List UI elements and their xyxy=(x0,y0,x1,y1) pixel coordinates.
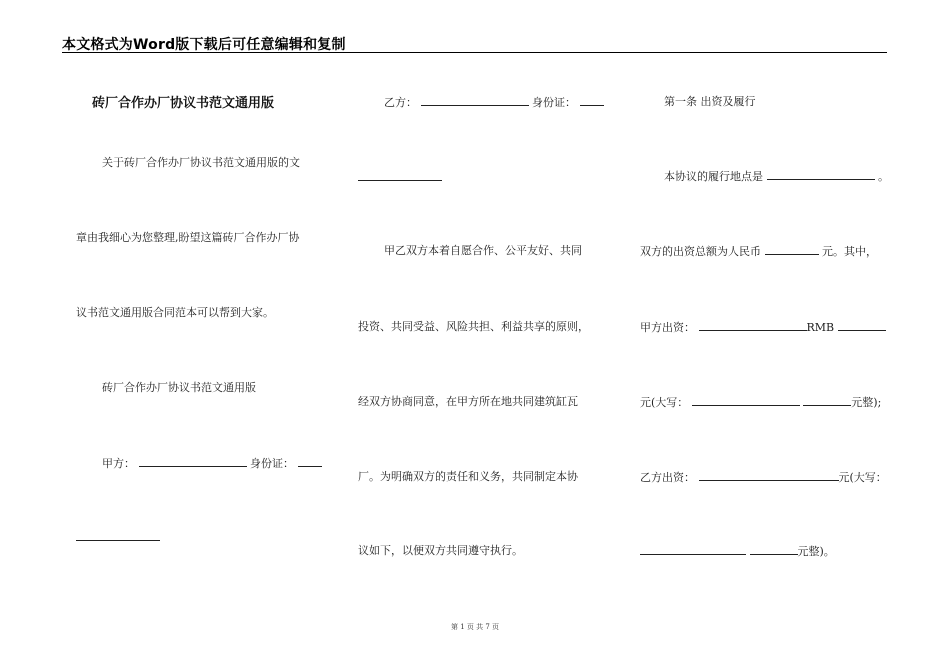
place-suffix: 。 xyxy=(878,170,889,183)
party-b-invest-blank xyxy=(699,468,839,481)
place-prefix: 本协议的履行地点是 xyxy=(664,170,763,183)
body-line-2: 投资、共同受益、风险共担、利益共享的原则， xyxy=(358,320,589,333)
party-a-id-label: 身份证： xyxy=(250,457,294,470)
intro-line-2: 章由我细心为您整理,盼望这篇砖厂合作办厂协 xyxy=(76,231,300,244)
party-b-id-blank-cont xyxy=(358,180,442,181)
header-divider xyxy=(62,52,887,53)
yuan-zheng-a: 元整); xyxy=(851,396,882,409)
total-line xyxy=(640,242,877,259)
daxie-a-blank-1 xyxy=(692,393,800,406)
daxie-b-blank-1 xyxy=(640,542,746,555)
document-title: 砖厂合作办厂协议书范文通用版 xyxy=(92,96,275,111)
party-b-invest-label: 乙方出资： xyxy=(640,471,695,484)
subtitle: 砖厂合作办厂协议书范文通用版 xyxy=(102,381,256,394)
yuan-daxie-b: 元(大写： xyxy=(838,471,887,484)
party-a-invest-blank xyxy=(699,318,807,331)
body-line-1: 甲乙双方本着自愿合作、公平友好、共同 xyxy=(384,244,582,257)
daxie-a-blank-2 xyxy=(803,393,851,406)
body-line-4: 厂。为明确双方的责任和义务，共同制定本协 xyxy=(358,470,578,483)
party-b-label: 乙方： xyxy=(384,96,417,109)
intro-line-1: 关于砖厂合作办厂协议书范文通用版的文 xyxy=(102,156,300,169)
total-prefix: 双方的出资总额为人民币 xyxy=(640,245,761,258)
total-suffix: 元。其中， xyxy=(822,245,877,258)
body-line-5: 议如下，以便双方共同遵守执行。 xyxy=(358,544,523,557)
daxie-b-blank-2 xyxy=(750,542,798,555)
party-b-id-label: 身份证： xyxy=(532,96,576,109)
party-b-blank xyxy=(421,93,529,106)
party-a-id-blank xyxy=(298,454,322,467)
party-a-blank xyxy=(139,454,247,467)
party-a-label: 甲方： xyxy=(102,457,135,470)
party-a-line xyxy=(102,454,322,471)
place-line xyxy=(664,167,889,184)
party-a-invest-label: 甲方出资： xyxy=(640,321,695,334)
party-b-line xyxy=(384,93,604,110)
rmb-blank xyxy=(838,318,886,331)
yuan-daxie-a: 元(大写： xyxy=(640,396,689,409)
place-blank xyxy=(767,167,875,180)
header-title: 本文格式为Word版下载后可任意编辑和复制 xyxy=(62,37,346,53)
rmb-label: RMB xyxy=(806,321,835,334)
article-1-heading: 第一条 出资及履行 xyxy=(664,95,756,108)
party-b-id-blank xyxy=(580,93,604,106)
party-b-daxie-line xyxy=(640,542,835,559)
intro-line-3: 议书范文通用版合同范本可以帮到大家。 xyxy=(76,306,274,319)
party-a-id-blank-cont xyxy=(76,540,160,541)
total-blank xyxy=(765,242,819,255)
yuan-zheng-b: 元整)。 xyxy=(797,545,835,558)
party-a-daxie-line xyxy=(640,393,881,410)
party-b-invest-line xyxy=(640,468,887,485)
page-number: 第 1 页 共 7 页 xyxy=(450,623,500,631)
body-line-3: 经双方协商同意，在甲方所在地共同建筑缸瓦 xyxy=(358,395,578,408)
party-a-invest-line xyxy=(640,318,886,335)
